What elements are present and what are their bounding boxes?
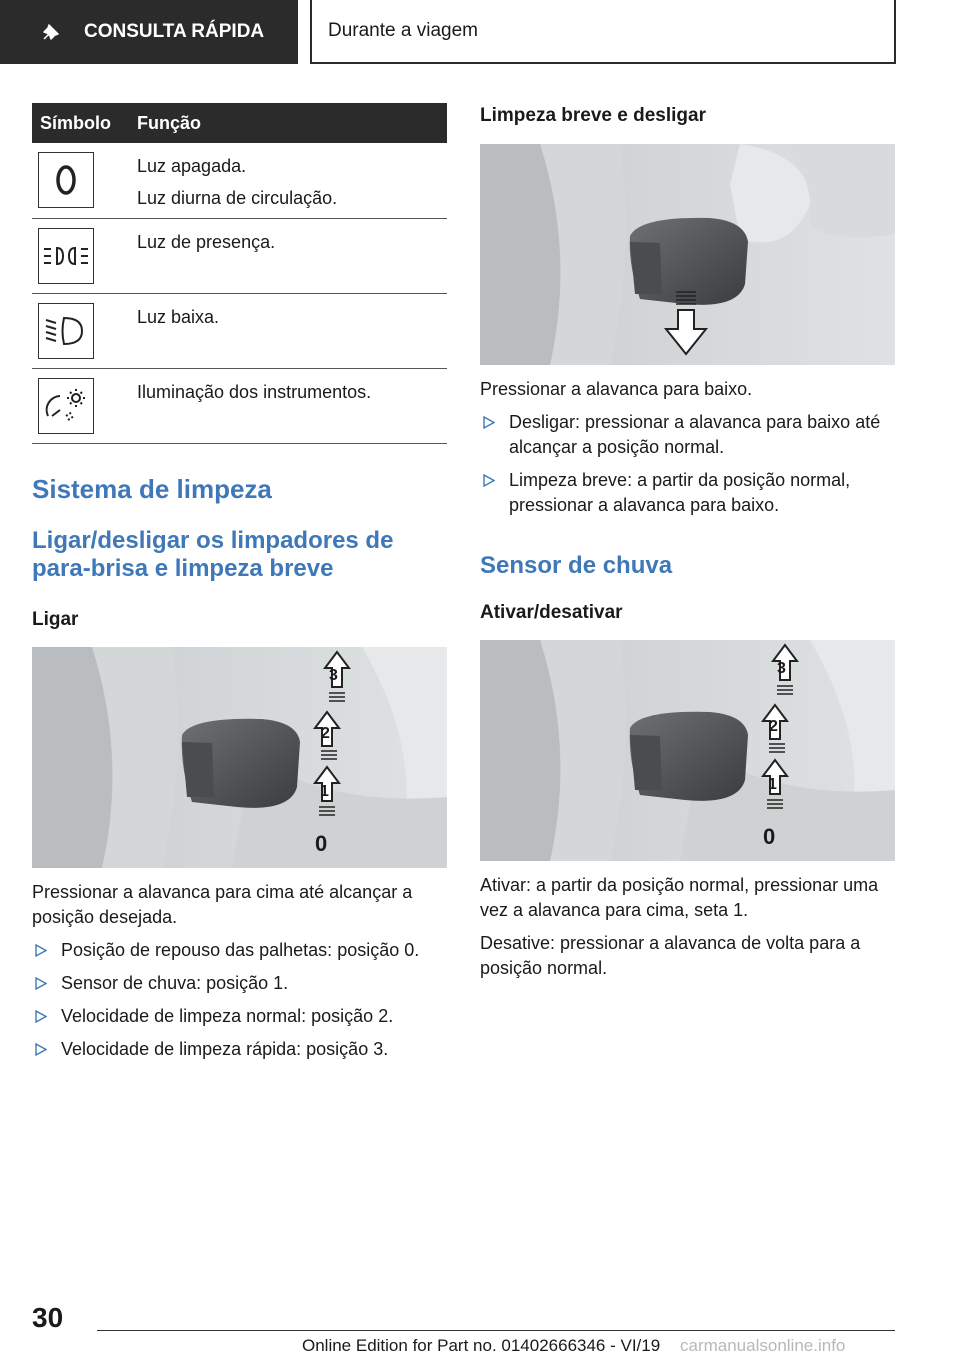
edition-text: Online Edition for Part no. 01402666346 - VI/19 [302,1336,661,1355]
triangle-bullet-icon [35,944,47,957]
low-beam-icon [38,303,94,359]
function-text: Luz de presença. [137,231,276,252]
watermark: carmanualsonline.info [680,1336,846,1355]
triangle-bullet-icon [35,977,47,990]
list-item: Velocidade de limpeza normal: posição 2. [32,1004,447,1029]
parking-lights-icon [38,228,94,284]
instrument-lighting-icon [38,378,94,434]
triangle-bullet-icon [483,416,495,429]
page-number: 30 [32,1302,64,1333]
wiper-lever-down-figure [480,144,895,365]
col-header-symbol: Símbolo [32,103,137,143]
list-item: Desligar: pressionar a alavanca para baixo até alcançar a posição normal. [480,410,895,460]
table-row [32,368,447,443]
function-text: Luz diurna de circulação. [137,188,338,208]
triangle-bullet-icon [483,474,495,487]
rain-deactivate-paragraph: Desative: pressionar a alavanca de volta para a posição normal. [480,933,861,978]
figure-label: 1 [768,776,777,793]
figure-label: 3 [777,660,786,677]
brief-list [480,410,895,518]
rain-sensor-title: Sensor de chuva [480,552,673,579]
tab-section[interactable] [310,0,896,64]
table-row [32,218,447,293]
figure-label: 0 [315,830,328,856]
figure-label: 0 [763,824,776,849]
position-list [32,938,447,1062]
section-title: Sistema de limpeza [32,473,272,504]
tab-section-label: Durante a viagem [328,20,478,41]
list-item: Posição de repouso das palhetas: posição 0. [32,938,447,963]
col-header-function: Função [137,103,447,143]
function-text: Luz apagada. [137,156,247,176]
list-item: Sensor de chuva: posição 1. [32,971,447,996]
subsection-title: Ligar/desligar os limpadores de para-brisa e limpeza breve [32,526,394,582]
figure-label: 2 [321,724,330,742]
symbol-table [32,103,447,444]
left-column [32,103,447,1062]
brief-intro: Pressionar a alavanca para baixo. [480,379,753,399]
table-row [32,293,447,368]
tab-quick-label: CONSULTA RÁPIDA [84,21,265,42]
figure-label: 3 [329,666,338,684]
triangle-bullet-icon [35,1010,47,1023]
tab-quick-reference[interactable] [0,0,298,64]
list-item: Limpeza breve: a partir da posição normal, pressionar a alavanca para baixo. [480,468,895,518]
lights-off-zero-icon [38,152,94,208]
footer-divider [97,1330,895,1331]
triangle-bullet-icon [35,1043,47,1056]
right-column [480,103,895,981]
list-item: Velocidade de limpeza rápida: posição 3. [32,1037,447,1062]
figure-label: 1 [320,782,329,800]
wiper-lever-up-figure [32,647,447,868]
table-row [32,143,447,218]
rain-sensor-figure [480,640,895,861]
ligar-heading: Ligar [32,608,79,630]
pin-icon [40,21,62,43]
brief-heading: Limpeza breve e desligar [480,105,706,126]
function-text: Iluminação dos instrumentos. [137,381,372,402]
intro-paragraph: Pressionar a alavanca para cima até alcançar a posição desejada. [32,881,413,927]
figure-label: 2 [769,718,778,735]
function-text: Luz baixa. [137,306,220,327]
rain-activate-paragraph: Ativar: a partir da posição normal, pressionar uma vez a alavanca para cima, seta 1. [480,875,879,920]
rain-heading: Ativar/desativar [480,602,623,623]
